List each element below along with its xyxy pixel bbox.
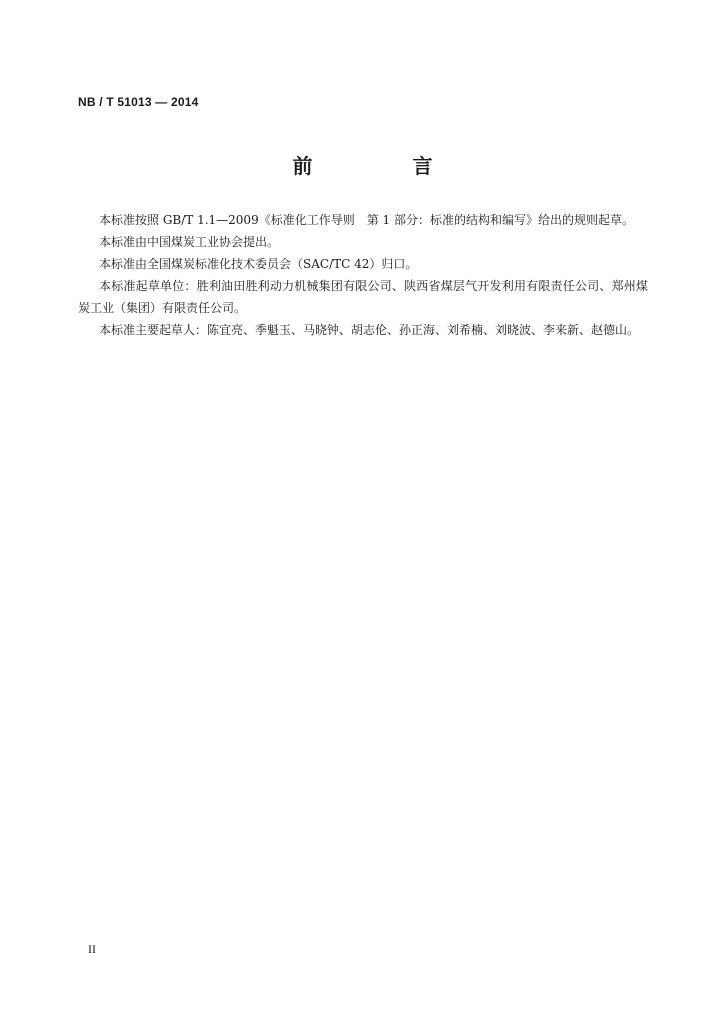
paragraph-administrator: 本标准由全国煤炭标准化技术委员会（SAC/TC 42）归口。: [99, 257, 418, 271]
page-number: II: [88, 942, 96, 956]
page-title: 前 言: [292, 154, 473, 178]
paragraph-drafting-units: 本标准起草单位：胜利油田胜利动力机械集团有限公司、陕西省煤层气开发利用有限责任公司、郑州煤炭工业（集团）有限责任公司。: [78, 279, 648, 315]
paragraph-proposer: 本标准由中国煤炭工业协会提出。: [99, 235, 280, 249]
paragraph-drafters: 本标准主要起草人：陈宜亮、季魁玉、马晓钟、胡志伦、孙正海、刘希楠、刘晓波、李来新、赵德山。: [99, 323, 640, 337]
paragraph-drafting-rules: 本标准按照 GB/T 1.1—2009《标准化工作导则 第 1 部分：标准的结构和编写》给出的规则起草。: [99, 213, 634, 227]
foreword-body: [78, 209, 648, 341]
standard-code: NB / T 51013 — 2014: [78, 95, 199, 109]
